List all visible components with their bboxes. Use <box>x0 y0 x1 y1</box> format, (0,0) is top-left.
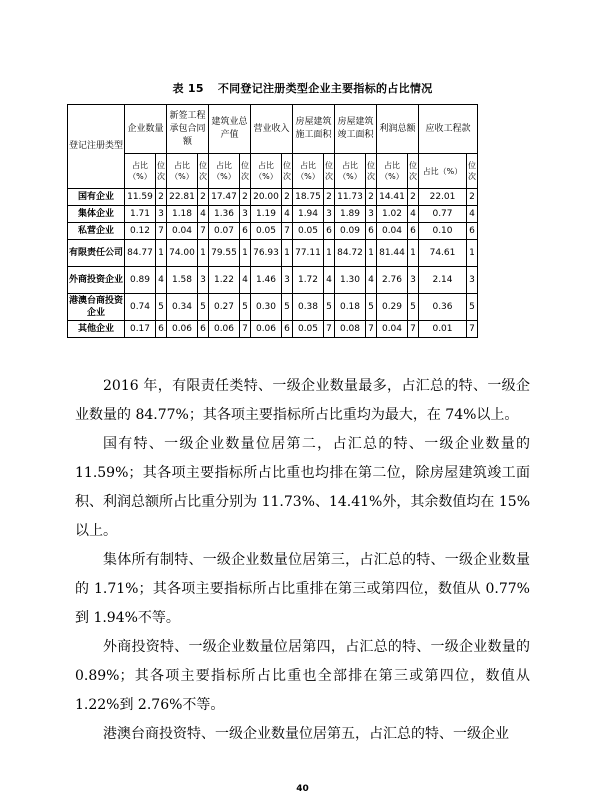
header-total-profit: 利润总额 <box>377 105 419 154</box>
cell-share: 0.29 <box>377 294 408 321</box>
cell-rank: 5 <box>240 294 251 321</box>
cell-share: 0.36 <box>419 294 467 321</box>
cell-share: 0.18 <box>335 294 366 321</box>
cell-rank: 5 <box>198 294 209 321</box>
cell-rank: 7 <box>408 321 419 338</box>
cell-rank: 1 <box>467 240 478 267</box>
table-row <box>68 267 478 294</box>
cell-share: 1.72 <box>293 267 324 294</box>
cell-rank: 5 <box>366 294 377 321</box>
cell-share: 0.38 <box>293 294 324 321</box>
subheader-share: 占比（%） <box>167 154 198 189</box>
cell-rank: 3 <box>366 206 377 223</box>
table-row <box>68 223 478 240</box>
cell-rank: 6 <box>282 321 293 338</box>
cell-share: 84.72 <box>335 240 366 267</box>
cell-share: 0.12 <box>125 223 156 240</box>
cell-rank: 2 <box>282 189 293 206</box>
cell-share: 0.77 <box>419 206 467 223</box>
cell-share: 1.46 <box>251 267 282 294</box>
cell-share: 74.61 <box>419 240 467 267</box>
cell-rank: 1 <box>282 240 293 267</box>
cell-share: 84.77 <box>125 240 156 267</box>
cell-rank: 6 <box>467 223 478 240</box>
cell-rank: 1 <box>408 240 419 267</box>
cell-rank: 7 <box>366 321 377 338</box>
cell-share: 0.05 <box>293 223 324 240</box>
subheader-rank: 位次 <box>324 154 335 189</box>
cell-rank: 1 <box>156 240 167 267</box>
cell-rank: 3 <box>156 206 167 223</box>
cell-rank: 2 <box>408 189 419 206</box>
cell-share: 20.00 <box>251 189 282 206</box>
cell-share: 1.89 <box>335 206 366 223</box>
paragraph: 港澳台商投资特、一级企业数量位居第五，占汇总的特、一级企业 <box>103 726 509 742</box>
cell-share: 0.34 <box>167 294 198 321</box>
cell-share: 11.59 <box>125 189 156 206</box>
cell-rank: 1 <box>366 240 377 267</box>
cell-share: 0.30 <box>251 294 282 321</box>
cell-rank: 2 <box>366 189 377 206</box>
cell-rank: 3 <box>467 267 478 294</box>
cell-share: 0.04 <box>377 321 408 338</box>
header-receivables: 应收工程款 <box>419 105 478 154</box>
cell-rank: 6 <box>324 223 335 240</box>
row-type-label: 国有企业 <box>68 189 125 206</box>
paragraph: 2016 年，有限责任类特、一级企业数量最多，占汇总的特、一级企业数量的 84.77%；其各项主要指标所占比重均为最大，在 74%以上。 <box>75 378 530 423</box>
subheader-rank: 位次 <box>366 154 377 189</box>
cell-rank: 5 <box>282 294 293 321</box>
row-type-label: 有限责任公司 <box>68 240 125 267</box>
cell-rank: 3 <box>408 267 419 294</box>
cell-share: 0.89 <box>125 267 156 294</box>
cell-share: 1.19 <box>251 206 282 223</box>
subheader-rank: 位次 <box>408 154 419 189</box>
cell-share: 0.07 <box>209 223 240 240</box>
header-construction-area: 房屋建筑施工面积 <box>293 105 335 154</box>
subheader-rank: 位次 <box>156 154 167 189</box>
cell-share: 18.75 <box>293 189 324 206</box>
cell-share: 0.04 <box>377 223 408 240</box>
cell-share: 14.41 <box>377 189 408 206</box>
header-operating-revenue: 营业收入 <box>251 105 293 154</box>
cell-share: 22.01 <box>419 189 467 206</box>
subheader-rank: 位次 <box>467 154 478 189</box>
subheader-share: 占比（%） <box>419 154 467 189</box>
table-row <box>68 240 478 267</box>
header-completed-area: 房屋建筑竣工面积 <box>335 105 377 154</box>
cell-share: 1.18 <box>167 206 198 223</box>
row-type-label: 私营企业 <box>68 223 125 240</box>
table-row <box>68 321 478 338</box>
cell-rank: 1 <box>198 240 209 267</box>
cell-share: 0.01 <box>419 321 467 338</box>
cell-rank: 3 <box>324 206 335 223</box>
cell-share: 0.05 <box>251 223 282 240</box>
subheader-rank: 位次 <box>240 154 251 189</box>
cell-share: 17.47 <box>209 189 240 206</box>
cell-share: 74.00 <box>167 240 198 267</box>
header-enterprise-count: 企业数量 <box>125 105 167 154</box>
page-number: 40 <box>296 784 309 794</box>
cell-share: 0.06 <box>251 321 282 338</box>
cell-share: 1.30 <box>335 267 366 294</box>
cell-share: 0.05 <box>293 321 324 338</box>
cell-share: 1.94 <box>293 206 324 223</box>
cell-share: 76.93 <box>251 240 282 267</box>
cell-share: 1.02 <box>377 206 408 223</box>
cell-rank: 7 <box>324 321 335 338</box>
cell-rank: 6 <box>156 321 167 338</box>
subheader-rank: 位次 <box>282 154 293 189</box>
row-type-label: 其他企业 <box>68 321 125 338</box>
cell-share: 0.04 <box>167 223 198 240</box>
cell-rank: 3 <box>240 206 251 223</box>
cell-share: 0.09 <box>335 223 366 240</box>
cell-rank: 7 <box>282 223 293 240</box>
cell-share: 0.06 <box>167 321 198 338</box>
cell-share: 1.71 <box>125 206 156 223</box>
cell-rank: 4 <box>366 267 377 294</box>
header-total-output-value: 建筑业总产值 <box>209 105 251 154</box>
cell-rank: 4 <box>467 206 478 223</box>
cell-rank: 7 <box>240 321 251 338</box>
cell-rank: 6 <box>366 223 377 240</box>
cell-rank: 7 <box>156 223 167 240</box>
cell-rank: 5 <box>467 294 478 321</box>
table-row <box>68 294 478 321</box>
paragraph: 外商投资特、一级企业数量位居第四，占汇总的特、一级企业数量的 0.89%；其各项主要指标所占比重也全部排在第三或第四位，数值从 1.22%到 2.76%不等。 <box>75 639 530 713</box>
cell-rank: 6 <box>198 321 209 338</box>
cell-rank: 4 <box>198 206 209 223</box>
table-row <box>68 189 478 206</box>
cell-share: 81.44 <box>377 240 408 267</box>
cell-rank: 4 <box>324 267 335 294</box>
subheader-share: 占比（%） <box>335 154 366 189</box>
cell-share: 0.06 <box>209 321 240 338</box>
cell-share: 0.27 <box>209 294 240 321</box>
analysis-text <box>75 372 530 749</box>
cell-rank: 2 <box>198 189 209 206</box>
cell-share: 0.10 <box>419 223 467 240</box>
cell-rank: 7 <box>467 321 478 338</box>
cell-rank: 6 <box>408 223 419 240</box>
header-registration-type: 登记注册类型 <box>68 105 125 189</box>
header-new-contract-amount: 新签工程承包合同额 <box>167 105 209 154</box>
paragraph: 集体所有制特、一级企业数量位居第三，占汇总的特、一级企业数量的 1.71%；其各项主要指标所占比重排在第三或第四位，数值从 0.77%到 1.94%不等。 <box>75 552 530 626</box>
cell-rank: 6 <box>240 223 251 240</box>
subheader-rank: 位次 <box>198 154 209 189</box>
table-title: 不同登记注册类型企业主要指标的占比情况 <box>217 82 433 95</box>
cell-share: 0.17 <box>125 321 156 338</box>
subheader-share: 占比（%） <box>293 154 324 189</box>
cell-rank: 2 <box>324 189 335 206</box>
subheader-share: 占比（%） <box>377 154 408 189</box>
table-row <box>68 206 478 223</box>
subheader-share: 占比（%） <box>125 154 156 189</box>
cell-rank: 2 <box>240 189 251 206</box>
cell-rank: 1 <box>240 240 251 267</box>
cell-share: 1.22 <box>209 267 240 294</box>
cell-rank: 4 <box>240 267 251 294</box>
cell-rank: 3 <box>282 267 293 294</box>
cell-rank: 5 <box>324 294 335 321</box>
row-type-label: 集体企业 <box>68 206 125 223</box>
subheader-share: 占比（%） <box>209 154 240 189</box>
table-label: 表 15 <box>172 82 204 95</box>
cell-rank: 4 <box>156 267 167 294</box>
subheader-share: 占比（%） <box>251 154 282 189</box>
cell-share: 79.55 <box>209 240 240 267</box>
cell-share: 1.58 <box>167 267 198 294</box>
cell-share: 2.76 <box>377 267 408 294</box>
cell-rank: 2 <box>467 189 478 206</box>
cell-share: 77.11 <box>293 240 324 267</box>
table-caption <box>0 80 605 96</box>
row-type-label: 港澳台商投资企业 <box>68 294 125 321</box>
cell-share: 11.73 <box>335 189 366 206</box>
cell-share: 1.36 <box>209 206 240 223</box>
cell-share: 0.74 <box>125 294 156 321</box>
cell-share: 22.81 <box>167 189 198 206</box>
cell-share: 2.14 <box>419 267 467 294</box>
cell-rank: 5 <box>156 294 167 321</box>
paragraph: 国有特、一级企业数量位居第二，占汇总的特、一级企业数量的 11.59%；其各项主要指标所占比重也均排在第二位，除房屋建筑竣工面积、利润总额所占比重分别为 11.73%、14.41%外，其余数值均在 15%以上。 <box>75 436 530 539</box>
row-type-label: 外商投资企业 <box>68 267 125 294</box>
cell-rank: 3 <box>198 267 209 294</box>
cell-rank: 5 <box>408 294 419 321</box>
cell-share: 0.08 <box>335 321 366 338</box>
cell-rank: 4 <box>282 206 293 223</box>
cell-rank: 1 <box>324 240 335 267</box>
cell-rank: 7 <box>198 223 209 240</box>
cell-rank: 2 <box>156 189 167 206</box>
cell-rank: 4 <box>408 206 419 223</box>
indicator-share-table <box>67 104 478 338</box>
